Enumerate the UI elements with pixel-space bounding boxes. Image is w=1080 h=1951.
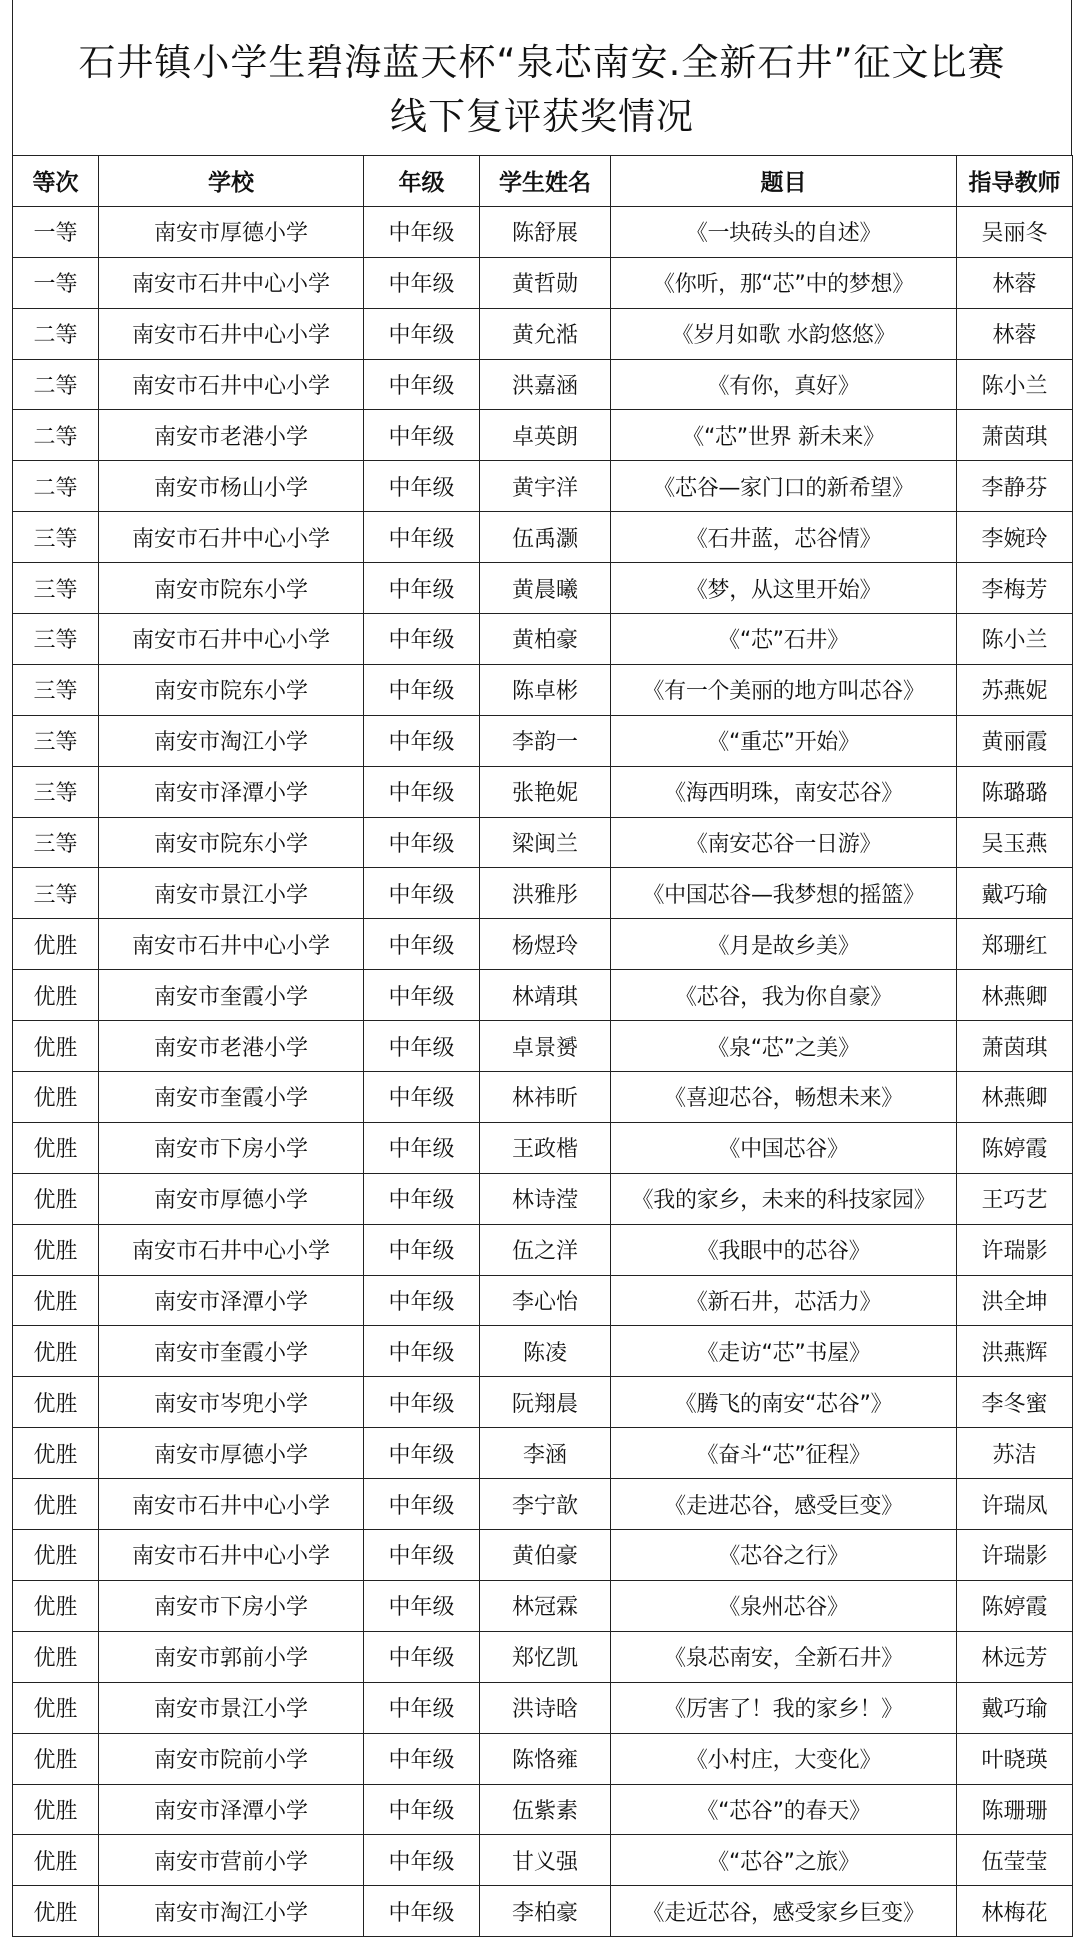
school-cell: 南安市石井中心小学 [99, 614, 364, 665]
teacher-cell: 林蓉 [957, 257, 1073, 308]
grade-cell: 中年级 [364, 206, 480, 257]
student-name-cell: 黄允湉 [480, 308, 611, 359]
header-school: 学校 [99, 156, 364, 207]
student-name-cell: 陈恪雍 [480, 1733, 611, 1784]
essay-title-cell: 《走访“芯”书屋》 [611, 1326, 957, 1377]
document-title [12, 0, 1072, 155]
teacher-cell: 李婉玲 [957, 512, 1073, 563]
teacher-cell: 陈珊珊 [957, 1784, 1073, 1835]
awards-table [12, 155, 1073, 1937]
essay-title-cell: 《芯谷—家门口的新希望》 [611, 461, 957, 512]
student-name-cell: 李柏豪 [480, 1886, 611, 1937]
school-cell: 南安市石井中心小学 [99, 1530, 364, 1581]
school-cell: 南安市奎霞小学 [99, 1072, 364, 1123]
school-cell: 南安市奎霞小学 [99, 970, 364, 1021]
rank-cell: 三等 [13, 868, 99, 919]
awards-table-body [13, 206, 1073, 1936]
header-rank: 等次 [13, 156, 99, 207]
student-name-cell: 林祎昕 [480, 1072, 611, 1123]
school-cell: 南安市淘江小学 [99, 1886, 364, 1937]
grade-cell: 中年级 [364, 1428, 480, 1479]
table-row [13, 1072, 1073, 1123]
grade-cell: 中年级 [364, 410, 480, 461]
essay-title-cell: 《泉芯南安，全新石井》 [611, 1631, 957, 1682]
rank-cell: 三等 [13, 512, 99, 563]
student-name-cell: 梁闽兰 [480, 817, 611, 868]
essay-title-cell: 《一块砖头的自述》 [611, 206, 957, 257]
rank-cell: 一等 [13, 257, 99, 308]
grade-cell: 中年级 [364, 766, 480, 817]
table-row [13, 206, 1073, 257]
grade-cell: 中年级 [364, 664, 480, 715]
teacher-cell: 苏洁 [957, 1428, 1073, 1479]
essay-title-cell: 《月是故乡美》 [611, 919, 957, 970]
grade-cell: 中年级 [364, 1072, 480, 1123]
rank-cell: 优胜 [13, 1682, 99, 1733]
grade-cell: 中年级 [364, 1326, 480, 1377]
table-row [13, 1682, 1073, 1733]
rank-cell: 优胜 [13, 1021, 99, 1072]
student-name-cell: 陈舒展 [480, 206, 611, 257]
student-name-cell: 王政楷 [480, 1122, 611, 1173]
student-name-cell: 伍紫素 [480, 1784, 611, 1835]
table-row [13, 563, 1073, 614]
essay-title-cell: 《你听，那“芯”中的梦想》 [611, 257, 957, 308]
rank-cell: 优胜 [13, 1326, 99, 1377]
rank-cell: 优胜 [13, 1275, 99, 1326]
student-name-cell: 张艳妮 [480, 766, 611, 817]
rank-cell: 优胜 [13, 1580, 99, 1631]
table-row [13, 919, 1073, 970]
teacher-cell: 苏燕妮 [957, 664, 1073, 715]
grade-cell: 中年级 [364, 1580, 480, 1631]
rank-cell: 优胜 [13, 1733, 99, 1784]
grade-cell: 中年级 [364, 715, 480, 766]
rank-cell: 优胜 [13, 1224, 99, 1275]
grade-cell: 中年级 [364, 970, 480, 1021]
student-name-cell: 黄柏豪 [480, 614, 611, 665]
table-row [13, 1580, 1073, 1631]
essay-title-cell: 《我眼中的芯谷》 [611, 1224, 957, 1275]
student-name-cell: 洪嘉涵 [480, 359, 611, 410]
student-name-cell: 黄宇洋 [480, 461, 611, 512]
table-row [13, 1530, 1073, 1581]
school-cell: 南安市郭前小学 [99, 1631, 364, 1682]
essay-title-cell: 《奋斗“芯”征程》 [611, 1428, 957, 1479]
table-row [13, 614, 1073, 665]
table-row [13, 461, 1073, 512]
rank-cell: 三等 [13, 766, 99, 817]
table-row [13, 1479, 1073, 1530]
student-name-cell: 甘义强 [480, 1835, 611, 1886]
school-cell: 南安市杨山小学 [99, 461, 364, 512]
rank-cell: 优胜 [13, 1784, 99, 1835]
teacher-cell: 戴巧瑜 [957, 1682, 1073, 1733]
rank-cell: 三等 [13, 614, 99, 665]
rank-cell: 优胜 [13, 1835, 99, 1886]
table-row [13, 1224, 1073, 1275]
grade-cell: 中年级 [364, 1530, 480, 1581]
rank-cell: 二等 [13, 410, 99, 461]
school-cell: 南安市下房小学 [99, 1122, 364, 1173]
student-name-cell: 林诗滢 [480, 1173, 611, 1224]
essay-title-cell: 《“重芯”开始》 [611, 715, 957, 766]
student-name-cell: 阮翔晨 [480, 1377, 611, 1428]
student-name-cell: 洪诗晗 [480, 1682, 611, 1733]
grade-cell: 中年级 [364, 817, 480, 868]
essay-title-cell: 《海西明珠，南安芯谷》 [611, 766, 957, 817]
school-cell: 南安市老港小学 [99, 410, 364, 461]
table-row [13, 715, 1073, 766]
school-cell: 南安市院东小学 [99, 563, 364, 614]
header-teacher: 指导教师 [957, 156, 1073, 207]
rank-cell: 三等 [13, 817, 99, 868]
school-cell: 南安市淘江小学 [99, 715, 364, 766]
teacher-cell: 林燕卿 [957, 1072, 1073, 1123]
grade-cell: 中年级 [364, 1021, 480, 1072]
teacher-cell: 林梅花 [957, 1886, 1073, 1937]
rank-cell: 三等 [13, 664, 99, 715]
table-row [13, 257, 1073, 308]
school-cell: 南安市石井中心小学 [99, 359, 364, 410]
student-name-cell: 李韵一 [480, 715, 611, 766]
school-cell: 南安市厚德小学 [99, 206, 364, 257]
table-row [13, 766, 1073, 817]
student-name-cell: 李宁歆 [480, 1479, 611, 1530]
grade-cell: 中年级 [364, 1835, 480, 1886]
grade-cell: 中年级 [364, 563, 480, 614]
header-student-name: 学生姓名 [480, 156, 611, 207]
rank-cell: 二等 [13, 359, 99, 410]
rank-cell: 优胜 [13, 1631, 99, 1682]
title-line-1: 石井镇小学生碧海蓝天杯“泉芯南安.全新石井”征文比赛 [78, 41, 1006, 84]
school-cell: 南安市厚德小学 [99, 1428, 364, 1479]
teacher-cell: 叶晓瑛 [957, 1733, 1073, 1784]
student-name-cell: 林冠霖 [480, 1580, 611, 1631]
table-row [13, 308, 1073, 359]
essay-title-cell: 《“芯谷”之旅》 [611, 1835, 957, 1886]
essay-title-cell: 《厉害了！我的家乡！》 [611, 1682, 957, 1733]
grade-cell: 中年级 [364, 1224, 480, 1275]
grade-cell: 中年级 [364, 1479, 480, 1530]
school-cell: 南安市营前小学 [99, 1835, 364, 1886]
table-header-row [13, 156, 1073, 207]
student-name-cell: 李涵 [480, 1428, 611, 1479]
school-cell: 南安市院东小学 [99, 817, 364, 868]
school-cell: 南安市石井中心小学 [99, 257, 364, 308]
essay-title-cell: 《“芯”世界 新未来》 [611, 410, 957, 461]
rank-cell: 三等 [13, 715, 99, 766]
table-row [13, 868, 1073, 919]
teacher-cell: 李冬蜜 [957, 1377, 1073, 1428]
essay-title-cell: 《新石井，芯活力》 [611, 1275, 957, 1326]
table-row [13, 410, 1073, 461]
table-row [13, 1275, 1073, 1326]
essay-title-cell: 《“芯”石井》 [611, 614, 957, 665]
school-cell: 南安市泽潭小学 [99, 1275, 364, 1326]
teacher-cell: 郑珊红 [957, 919, 1073, 970]
student-name-cell: 卓英朗 [480, 410, 611, 461]
table-row [13, 1784, 1073, 1835]
student-name-cell: 李心怡 [480, 1275, 611, 1326]
table-row [13, 970, 1073, 1021]
essay-title-cell: 《梦，从这里开始》 [611, 563, 957, 614]
rank-cell: 优胜 [13, 1479, 99, 1530]
school-cell: 南安市石井中心小学 [99, 1479, 364, 1530]
grade-cell: 中年级 [364, 257, 480, 308]
student-name-cell: 陈卓彬 [480, 664, 611, 715]
student-name-cell: 黄哲勋 [480, 257, 611, 308]
rank-cell: 优胜 [13, 970, 99, 1021]
essay-title-cell: 《腾飞的南安“芯谷”》 [611, 1377, 957, 1428]
school-cell: 南安市景江小学 [99, 868, 364, 919]
rank-cell: 三等 [13, 563, 99, 614]
essay-title-cell: 《芯谷，我为你自豪》 [611, 970, 957, 1021]
school-cell: 南安市院前小学 [99, 1733, 364, 1784]
table-row [13, 1377, 1073, 1428]
essay-title-cell: 《“芯谷”的春天》 [611, 1784, 957, 1835]
grade-cell: 中年级 [364, 308, 480, 359]
rank-cell: 一等 [13, 206, 99, 257]
teacher-cell: 陈婷霞 [957, 1122, 1073, 1173]
rank-cell: 优胜 [13, 1886, 99, 1937]
essay-title-cell: 《泉州芯谷》 [611, 1580, 957, 1631]
essay-title-cell: 《有一个美丽的地方叫芯谷》 [611, 664, 957, 715]
school-cell: 南安市老港小学 [99, 1021, 364, 1072]
essay-title-cell: 《小村庄，大变化》 [611, 1733, 957, 1784]
school-cell: 南安市景江小学 [99, 1682, 364, 1733]
essay-title-cell: 《有你，真好》 [611, 359, 957, 410]
school-cell: 南安市石井中心小学 [99, 919, 364, 970]
teacher-cell: 洪燕辉 [957, 1326, 1073, 1377]
rank-cell: 优胜 [13, 1173, 99, 1224]
essay-title-cell: 《芯谷之行》 [611, 1530, 957, 1581]
teacher-cell: 许瑞影 [957, 1530, 1073, 1581]
teacher-cell: 王巧艺 [957, 1173, 1073, 1224]
teacher-cell: 萧茵琪 [957, 1021, 1073, 1072]
table-row [13, 1631, 1073, 1682]
essay-title-cell: 《我的家乡，未来的科技家园》 [611, 1173, 957, 1224]
table-row [13, 1733, 1073, 1784]
header-grade: 年级 [364, 156, 480, 207]
table-row [13, 817, 1073, 868]
table-row [13, 1326, 1073, 1377]
grade-cell: 中年级 [364, 1733, 480, 1784]
teacher-cell: 林燕卿 [957, 970, 1073, 1021]
school-cell: 南安市下房小学 [99, 1580, 364, 1631]
school-cell: 南安市石井中心小学 [99, 308, 364, 359]
teacher-cell: 林远芳 [957, 1631, 1073, 1682]
teacher-cell: 陈小兰 [957, 359, 1073, 410]
teacher-cell: 吴丽冬 [957, 206, 1073, 257]
grade-cell: 中年级 [364, 1886, 480, 1937]
teacher-cell: 吴玉燕 [957, 817, 1073, 868]
teacher-cell: 陈婷霞 [957, 1580, 1073, 1631]
teacher-cell: 陈璐璐 [957, 766, 1073, 817]
school-cell: 南安市厚德小学 [99, 1173, 364, 1224]
table-row [13, 1122, 1073, 1173]
school-cell: 南安市奎霞小学 [99, 1326, 364, 1377]
grade-cell: 中年级 [364, 614, 480, 665]
school-cell: 南安市石井中心小学 [99, 1224, 364, 1275]
essay-title-cell: 《岁月如歌 水韵悠悠》 [611, 308, 957, 359]
rank-cell: 优胜 [13, 1428, 99, 1479]
school-cell: 南安市岑兜小学 [99, 1377, 364, 1428]
essay-title-cell: 《中国芯谷—我梦想的摇篮》 [611, 868, 957, 919]
grade-cell: 中年级 [364, 1377, 480, 1428]
title-line-2: 线下复评获奖情况 [390, 95, 694, 138]
teacher-cell: 戴巧瑜 [957, 868, 1073, 919]
teacher-cell: 许瑞凤 [957, 1479, 1073, 1530]
table-row [13, 359, 1073, 410]
student-name-cell: 伍之洋 [480, 1224, 611, 1275]
rank-cell: 优胜 [13, 1122, 99, 1173]
grade-cell: 中年级 [364, 1682, 480, 1733]
student-name-cell: 黄晨曦 [480, 563, 611, 614]
essay-title-cell: 《走近芯谷，感受家乡巨变》 [611, 1886, 957, 1937]
grade-cell: 中年级 [364, 359, 480, 410]
table-row [13, 664, 1073, 715]
essay-title-cell: 《走进芯谷，感受巨变》 [611, 1479, 957, 1530]
school-cell: 南安市泽潭小学 [99, 1784, 364, 1835]
table-row [13, 1835, 1073, 1886]
table-row [13, 1173, 1073, 1224]
school-cell: 南安市石井中心小学 [99, 512, 364, 563]
teacher-cell: 洪全坤 [957, 1275, 1073, 1326]
rank-cell: 优胜 [13, 1377, 99, 1428]
essay-title-cell: 《喜迎芯谷，畅想未来》 [611, 1072, 957, 1123]
table-row [13, 1886, 1073, 1937]
teacher-cell: 林蓉 [957, 308, 1073, 359]
student-name-cell: 陈凌 [480, 1326, 611, 1377]
grade-cell: 中年级 [364, 868, 480, 919]
teacher-cell: 陈小兰 [957, 614, 1073, 665]
student-name-cell: 郑忆凯 [480, 1631, 611, 1682]
student-name-cell: 洪雅彤 [480, 868, 611, 919]
teacher-cell: 伍莹莹 [957, 1835, 1073, 1886]
teacher-cell: 黄丽霞 [957, 715, 1073, 766]
header-essay-title: 题目 [611, 156, 957, 207]
student-name-cell: 杨煜玲 [480, 919, 611, 970]
grade-cell: 中年级 [364, 1631, 480, 1682]
student-name-cell: 黄伯豪 [480, 1530, 611, 1581]
rank-cell: 优胜 [13, 1530, 99, 1581]
essay-title-cell: 《石井蓝，芯谷情》 [611, 512, 957, 563]
school-cell: 南安市院东小学 [99, 664, 364, 715]
rank-cell: 优胜 [13, 919, 99, 970]
essay-title-cell: 《中国芯谷》 [611, 1122, 957, 1173]
teacher-cell: 萧茵琪 [957, 410, 1073, 461]
grade-cell: 中年级 [364, 1275, 480, 1326]
school-cell: 南安市泽潭小学 [99, 766, 364, 817]
grade-cell: 中年级 [364, 461, 480, 512]
grade-cell: 中年级 [364, 1173, 480, 1224]
rank-cell: 二等 [13, 461, 99, 512]
rank-cell: 二等 [13, 308, 99, 359]
table-row [13, 1021, 1073, 1072]
grade-cell: 中年级 [364, 1122, 480, 1173]
essay-title-cell: 《南安芯谷一日游》 [611, 817, 957, 868]
table-row [13, 512, 1073, 563]
grade-cell: 中年级 [364, 919, 480, 970]
student-name-cell: 伍禹灏 [480, 512, 611, 563]
essay-title-cell: 《泉“芯”之美》 [611, 1021, 957, 1072]
student-name-cell: 卓景赟 [480, 1021, 611, 1072]
table-row [13, 1428, 1073, 1479]
teacher-cell: 李梅芳 [957, 563, 1073, 614]
teacher-cell: 许瑞影 [957, 1224, 1073, 1275]
grade-cell: 中年级 [364, 512, 480, 563]
rank-cell: 优胜 [13, 1072, 99, 1123]
grade-cell: 中年级 [364, 1784, 480, 1835]
student-name-cell: 林靖琪 [480, 970, 611, 1021]
teacher-cell: 李静芬 [957, 461, 1073, 512]
